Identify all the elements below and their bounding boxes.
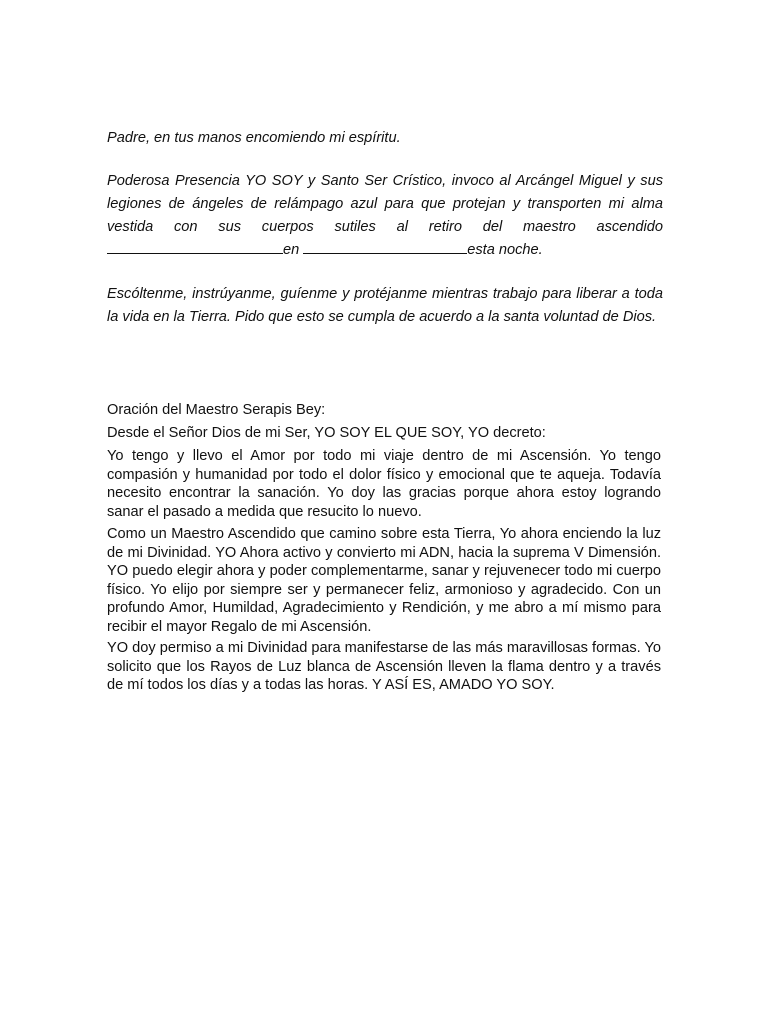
blank-line (303, 239, 467, 254)
invocation-line: Padre, en tus manos encomiendo mi espíritu. (107, 130, 401, 146)
prayer-title: Oración del Maestro Serapis Bey: (107, 402, 326, 418)
invocation-en: en (283, 242, 300, 258)
prayer-decree: Desde el Señor Dios de mi Ser, YO SOY EL QUE SOY, YO decreto: (107, 425, 546, 441)
invocation-closing-paragraph: Escóltenme, instrúyanme, guíenme y protéjanme mientras trabajo para liberar a toda la vida en la Tierra. Pido que esto se cumpla de acuerdo a la santa voluntad de Dios. (107, 286, 663, 325)
invocation-paragraph-text: Poderosa Presencia YO SOY y Santo Ser Crístico, invoco al Arcángel Miguel y sus legiones de ángeles de relámpago azul para que protejan y transporten mi alma vestida con sus cuerpos sutiles al retiro del maestro ascendido (107, 173, 663, 235)
invocation-end: esta noche. (467, 242, 543, 258)
blank-line (107, 239, 283, 254)
prayer-paragraph: YO doy permiso a mi Divinidad para manifestarse de las más maravillosas formas. Yo solicito que los Rayos de Luz blanca de Ascensión lleven la flama dentro y a través de mí todos los días y a todas las horas. Y ASÍ ES, AMADO YO SOY. (107, 640, 661, 694)
prayer-paragraph: Yo tengo y llevo el Amor por todo mi viaje dentro de mi Ascensión. Yo tengo compasión y humanidad por todo el dolor físico y emocional que te aqueja. Todavía necesito encontrar la sanación. Yo doy las gracias porque ahora estoy logrando sanar el pasado a medida que resucito lo nuevo. (107, 448, 661, 520)
prayer-paragraph: Como un Maestro Ascendido que camino sobre esta Tierra, Yo ahora enciendo la luz de mi Divinidad. YO Ahora activo y convierto mi ADN, hacia la suprema V Dimensión. YO puedo elegir ahora y poder complementarme, sanar y rejuvenecer todo mi cuerpo físico. Yo elijo por siempre ser y permanecer feliz, armonioso y agradecido. Con un profundo Amor, Humildad, Agradecimiento y Rendición, y me abro a mí mismo para recibir el mayor Regalo de mi Ascensión. (107, 526, 661, 635)
invocation-paragraph (107, 170, 663, 262)
